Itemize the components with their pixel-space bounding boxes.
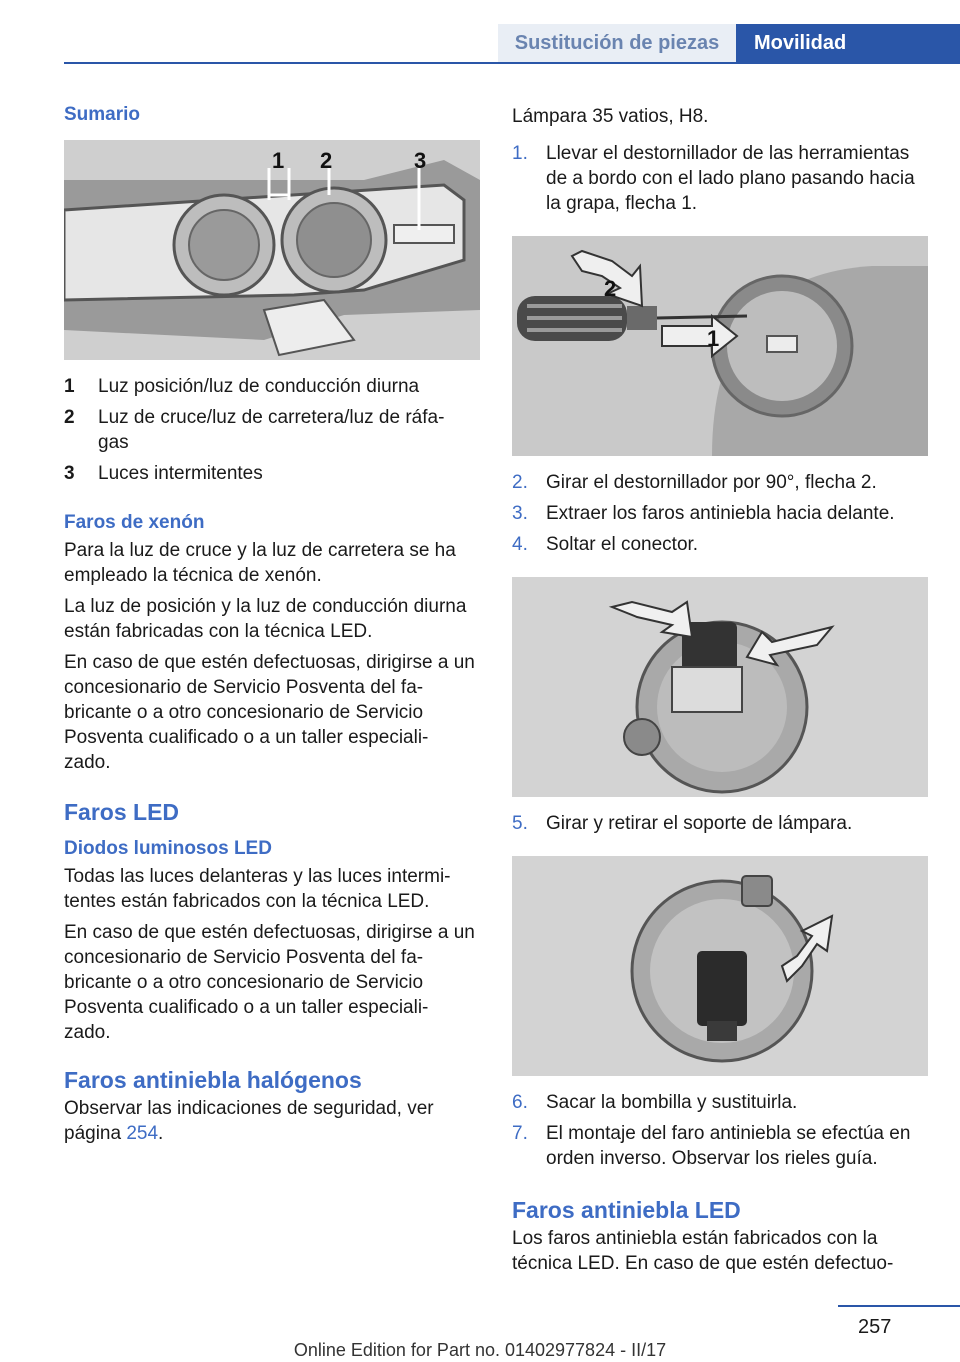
step-number: 2. — [512, 472, 528, 493]
legend-item — [64, 405, 480, 455]
step-text: El montaje del faro antiniebla se efectúa en orden inverso. Observar los rieles guía. — [546, 1123, 911, 1169]
headlight-overview-figure — [64, 140, 480, 360]
edition-line: Online Edition for Part no. 01402977824 - II/17 — [293, 1340, 667, 1360]
figure1-callout-1: 1 — [272, 148, 285, 173]
xenon-paragraph-2: La luz de posición y la luz de conducción diurna están fabricadas con la técnica LED. — [64, 596, 467, 642]
xenon-heading: Faros de xenón — [64, 512, 205, 533]
section-tab[interactable]: Sustitución de piezas — [498, 24, 736, 62]
step-item — [512, 501, 928, 526]
step-text: Girar el destornillador por 90°, flecha 2. — [546, 472, 877, 493]
connector-figure — [512, 577, 928, 797]
bulb-holder-figure — [512, 856, 928, 1076]
overview-heading: Sumario — [64, 104, 141, 125]
xenon-paragraph-3: En caso de que estén defectuosas, dirigirse a un concesionario de Servicio Posventa del fa‐ bricante o a otro concesionario de Servicio Posventa cualificado o a un taller especiali‐ zado. — [64, 652, 475, 773]
step-text: Extraer los faros antiniebla hacia delante. — [546, 503, 895, 524]
screwdriver-figure — [512, 236, 928, 456]
fog-halogen-paragraph — [64, 1096, 480, 1146]
legend-number: 1 — [64, 376, 75, 397]
figure2-callout-2: 2 — [604, 276, 617, 301]
legend-text: Luz posición/luz de conducción diurna — [98, 376, 420, 397]
step-text: Soltar el conector. — [546, 534, 699, 555]
step-text: Girar y retirar el soporte de lámpara. — [546, 813, 853, 834]
page-header — [0, 0, 960, 64]
led-paragraph-1: Todas las luces delanteras y las luces intermi‐ tentes están fabricados con la técnica LED. — [64, 866, 451, 912]
steps-6-7 — [512, 1090, 928, 1171]
figure2-callout-1: 1 — [707, 326, 720, 351]
step-item — [512, 532, 928, 557]
header-rule — [64, 62, 960, 64]
page-number: 257 — [858, 1316, 892, 1338]
chapter-tab[interactable]: Movilidad — [736, 24, 960, 62]
figure-legend — [64, 374, 480, 486]
legend-text: Luz de cruce/luz de carretera/luz de ráfa‐ gas — [98, 407, 445, 453]
lamp-spec: Lámpara 35 vatios, H8. — [512, 106, 709, 127]
step-item — [512, 470, 928, 495]
fog-led-heading: Faros antiniebla LED — [512, 1197, 741, 1223]
legend-item — [64, 374, 480, 399]
xenon-paragraph-1: Para la luz de cruce y la luz de carretera se ha empleado la técnica de xenón. — [64, 540, 456, 586]
step-item — [512, 811, 928, 836]
page-link-254[interactable]: 254 — [126, 1123, 159, 1144]
step-number: 5. — [512, 813, 528, 834]
step-number: 7. — [512, 1123, 528, 1144]
led-paragraph-2: En caso de que estén defectuosas, dirigirse a un concesionario de Servicio Posventa del fa‐ bricante o a otro concesionario de Servicio Posventa cualificado o a un taller especiali‐ zado. — [64, 922, 475, 1043]
left-column — [64, 100, 480, 1146]
fog-halogen-heading: Faros antiniebla halógenos — [64, 1067, 362, 1093]
step-item — [512, 141, 928, 216]
led-diodes-heading: Diodos luminosos LED — [64, 838, 272, 859]
fog-text-after: . — [158, 1123, 164, 1144]
led-headlights-heading: Faros LED — [64, 799, 180, 825]
step-number: 3. — [512, 503, 528, 524]
step-text: Sacar la bombilla y sustituirla. — [546, 1092, 798, 1113]
legend-number: 3 — [64, 463, 75, 484]
footer-rule — [838, 1305, 960, 1307]
step-number: 1. — [512, 143, 528, 164]
figure1-callout-3: 3 — [414, 148, 427, 173]
fog-text-before: Observar las indicaciones de seguridad, ver página — [64, 1098, 434, 1144]
legend-text: Luces intermitentes — [98, 463, 263, 484]
step-number: 6. — [512, 1092, 528, 1113]
step-item — [512, 1121, 928, 1171]
step-item — [512, 1090, 928, 1115]
fog-led-paragraph: Los faros antiniebla están fabricados con la técnica LED. En caso de que estén defectuo‐ — [512, 1228, 894, 1274]
figure1-callout-2: 2 — [320, 148, 333, 173]
step-text: Llevar el destornillador de las herramientas de a bordo con el lado plano pasando hacia la grapa, flecha 1. — [546, 143, 915, 214]
right-column — [512, 100, 928, 1276]
step-number: 4. — [512, 534, 528, 555]
legend-number: 2 — [64, 407, 75, 428]
legend-item — [64, 461, 480, 486]
steps-2-4 — [512, 470, 928, 557]
